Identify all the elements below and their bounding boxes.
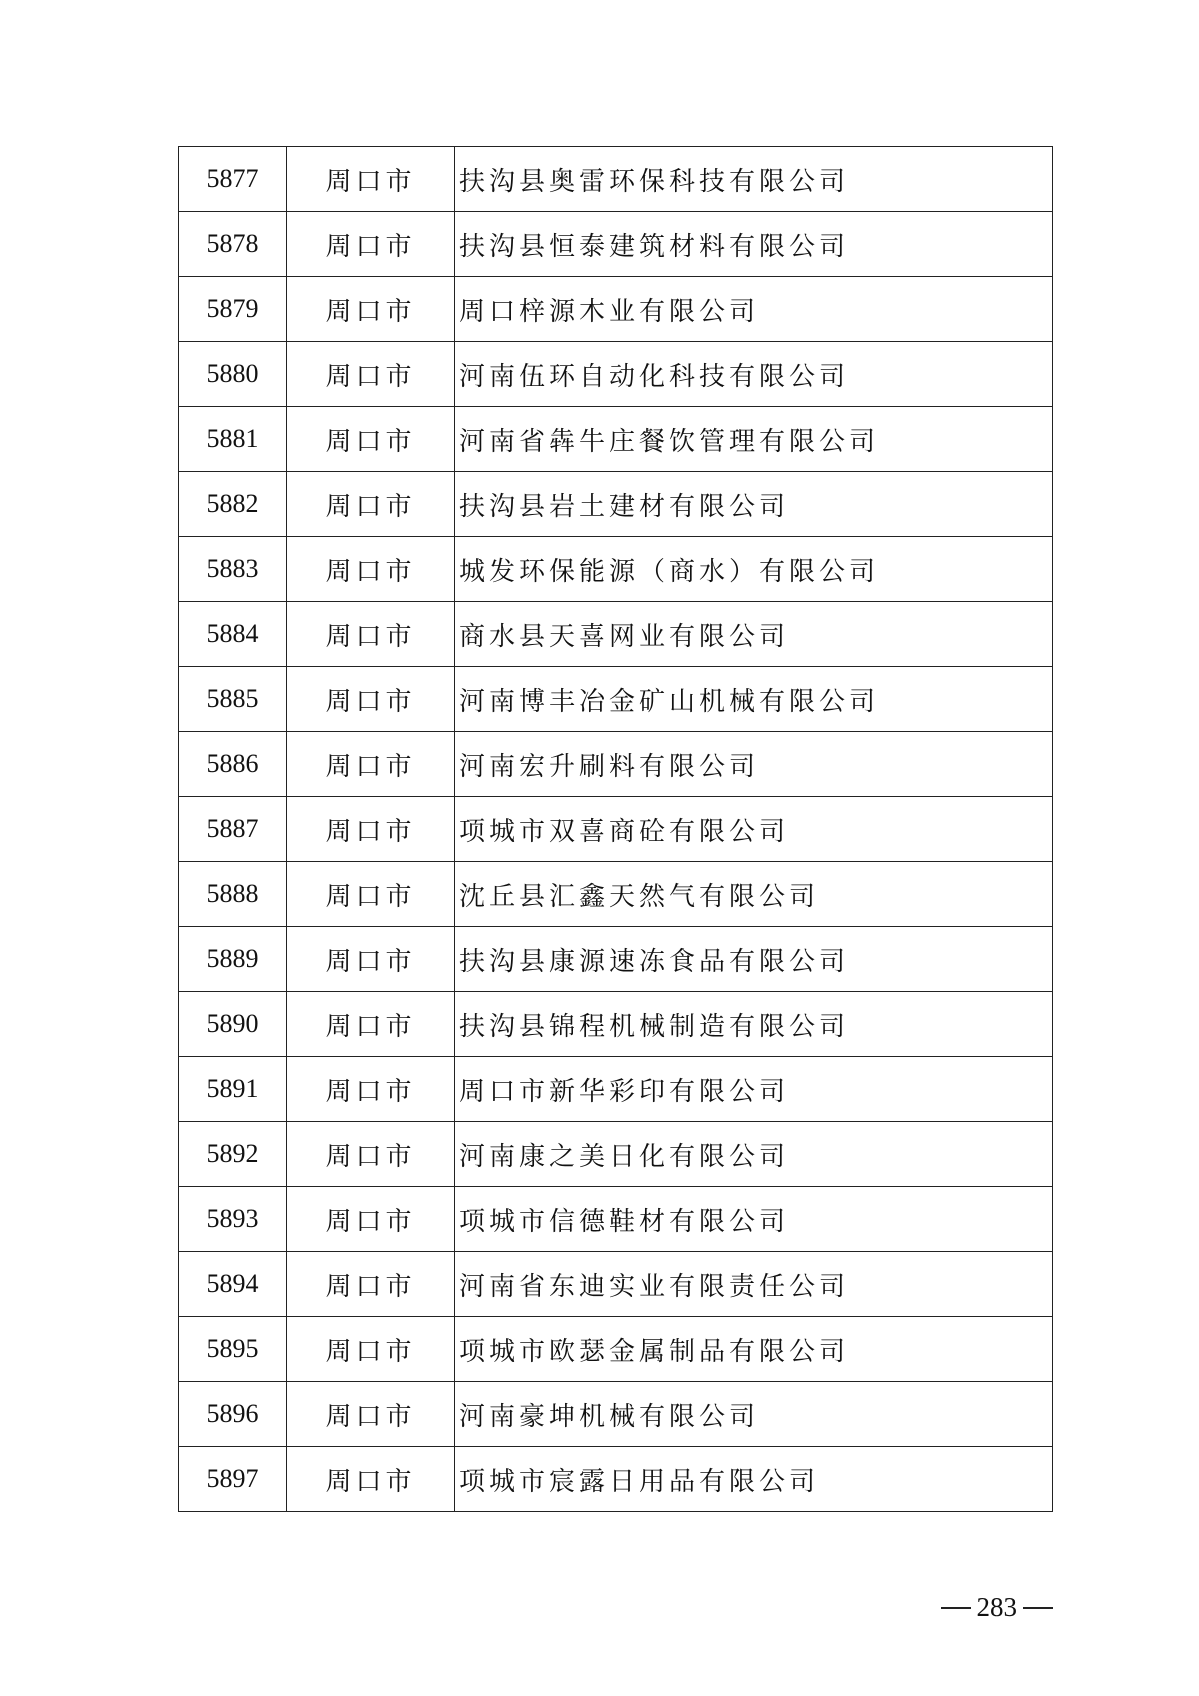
- row-city: 周口市: [287, 472, 455, 537]
- row-number: 5878: [179, 212, 287, 277]
- row-city: 周口市: [287, 1122, 455, 1187]
- row-company-name: 扶沟县恒泰建筑材料有限公司: [455, 212, 1053, 277]
- dash-right: [1023, 1607, 1053, 1609]
- row-number: 5892: [179, 1122, 287, 1187]
- page-number: 283: [976, 1592, 1017, 1622]
- row-number: 5883: [179, 537, 287, 602]
- dash-left: [941, 1607, 971, 1609]
- row-number: 5896: [179, 1382, 287, 1447]
- row-company-name: 城发环保能源（商水）有限公司: [455, 537, 1053, 602]
- row-company-name: 商水县天喜网业有限公司: [455, 602, 1053, 667]
- row-city: 周口市: [287, 862, 455, 927]
- row-company-name: 河南宏升刷料有限公司: [455, 732, 1053, 797]
- row-city: 周口市: [287, 667, 455, 732]
- row-company-name: 扶沟县锦程机械制造有限公司: [455, 992, 1053, 1057]
- table-row: [179, 147, 1053, 212]
- table-row: [179, 1252, 1053, 1317]
- row-city: 周口市: [287, 277, 455, 342]
- table-row: [179, 992, 1053, 1057]
- row-number: 5890: [179, 992, 287, 1057]
- row-company-name: 周口梓源木业有限公司: [455, 277, 1053, 342]
- row-company-name: 周口市新华彩印有限公司: [455, 1057, 1053, 1122]
- row-city: 周口市: [287, 1187, 455, 1252]
- row-city: 周口市: [287, 147, 455, 212]
- row-company-name: 项城市宸露日用品有限公司: [455, 1447, 1053, 1512]
- row-city: 周口市: [287, 992, 455, 1057]
- row-company-name: 项城市欧瑟金属制品有限公司: [455, 1317, 1053, 1382]
- row-number: 5889: [179, 927, 287, 992]
- row-number: 5895: [179, 1317, 287, 1382]
- row-city: 周口市: [287, 1057, 455, 1122]
- row-company-name: 河南省犇牛庄餐饮管理有限公司: [455, 407, 1053, 472]
- table-row: [179, 342, 1053, 407]
- row-city: 周口市: [287, 797, 455, 862]
- row-number: 5886: [179, 732, 287, 797]
- row-number: 5887: [179, 797, 287, 862]
- table-row: [179, 1382, 1053, 1447]
- table-row: [179, 1187, 1053, 1252]
- row-company-name: 河南省东迪实业有限责任公司: [455, 1252, 1053, 1317]
- row-number: 5877: [179, 147, 287, 212]
- table-row: [179, 862, 1053, 927]
- row-company-name: 沈丘县汇鑫天然气有限公司: [455, 862, 1053, 927]
- row-number: 5880: [179, 342, 287, 407]
- row-city: 周口市: [287, 407, 455, 472]
- table-row: [179, 212, 1053, 277]
- row-city: 周口市: [287, 1317, 455, 1382]
- company-list-table: [178, 146, 1053, 1512]
- row-city: 周口市: [287, 602, 455, 667]
- row-company-name: 扶沟县康源速冻食品有限公司: [455, 927, 1053, 992]
- row-company-name: 项城市信德鞋材有限公司: [455, 1187, 1053, 1252]
- row-number: 5885: [179, 667, 287, 732]
- table-row: [179, 1122, 1053, 1187]
- row-company-name: 河南豪坤机械有限公司: [455, 1382, 1053, 1447]
- table-row: [179, 1057, 1053, 1122]
- table-row: [179, 1447, 1053, 1512]
- table-row: [179, 602, 1053, 667]
- row-number: 5881: [179, 407, 287, 472]
- row-number: 5894: [179, 1252, 287, 1317]
- table-row: [179, 667, 1053, 732]
- row-city: 周口市: [287, 342, 455, 407]
- table-row: [179, 1317, 1053, 1382]
- row-city: 周口市: [287, 1252, 455, 1317]
- row-company-name: 河南伍环自动化科技有限公司: [455, 342, 1053, 407]
- table-row: [179, 927, 1053, 992]
- table-row: [179, 277, 1053, 342]
- row-number: 5897: [179, 1447, 287, 1512]
- table-row: [179, 732, 1053, 797]
- row-company-name: 扶沟县奥雷环保科技有限公司: [455, 147, 1053, 212]
- row-company-name: 项城市双喜商砼有限公司: [455, 797, 1053, 862]
- row-city: 周口市: [287, 537, 455, 602]
- row-number: 5879: [179, 277, 287, 342]
- row-company-name: 河南康之美日化有限公司: [455, 1122, 1053, 1187]
- row-city: 周口市: [287, 1447, 455, 1512]
- table-row: [179, 407, 1053, 472]
- row-number: 5893: [179, 1187, 287, 1252]
- row-company-name: 河南博丰冶金矿山机械有限公司: [455, 667, 1053, 732]
- table-row: [179, 537, 1053, 602]
- row-company-name: 扶沟县岩土建材有限公司: [455, 472, 1053, 537]
- row-city: 周口市: [287, 927, 455, 992]
- row-number: 5884: [179, 602, 287, 667]
- row-city: 周口市: [287, 212, 455, 277]
- table-row: [179, 797, 1053, 862]
- row-city: 周口市: [287, 1382, 455, 1447]
- table-row: [179, 472, 1053, 537]
- row-number: 5882: [179, 472, 287, 537]
- row-city: 周口市: [287, 732, 455, 797]
- page-footer: [941, 1592, 1054, 1623]
- row-number: 5888: [179, 862, 287, 927]
- row-number: 5891: [179, 1057, 287, 1122]
